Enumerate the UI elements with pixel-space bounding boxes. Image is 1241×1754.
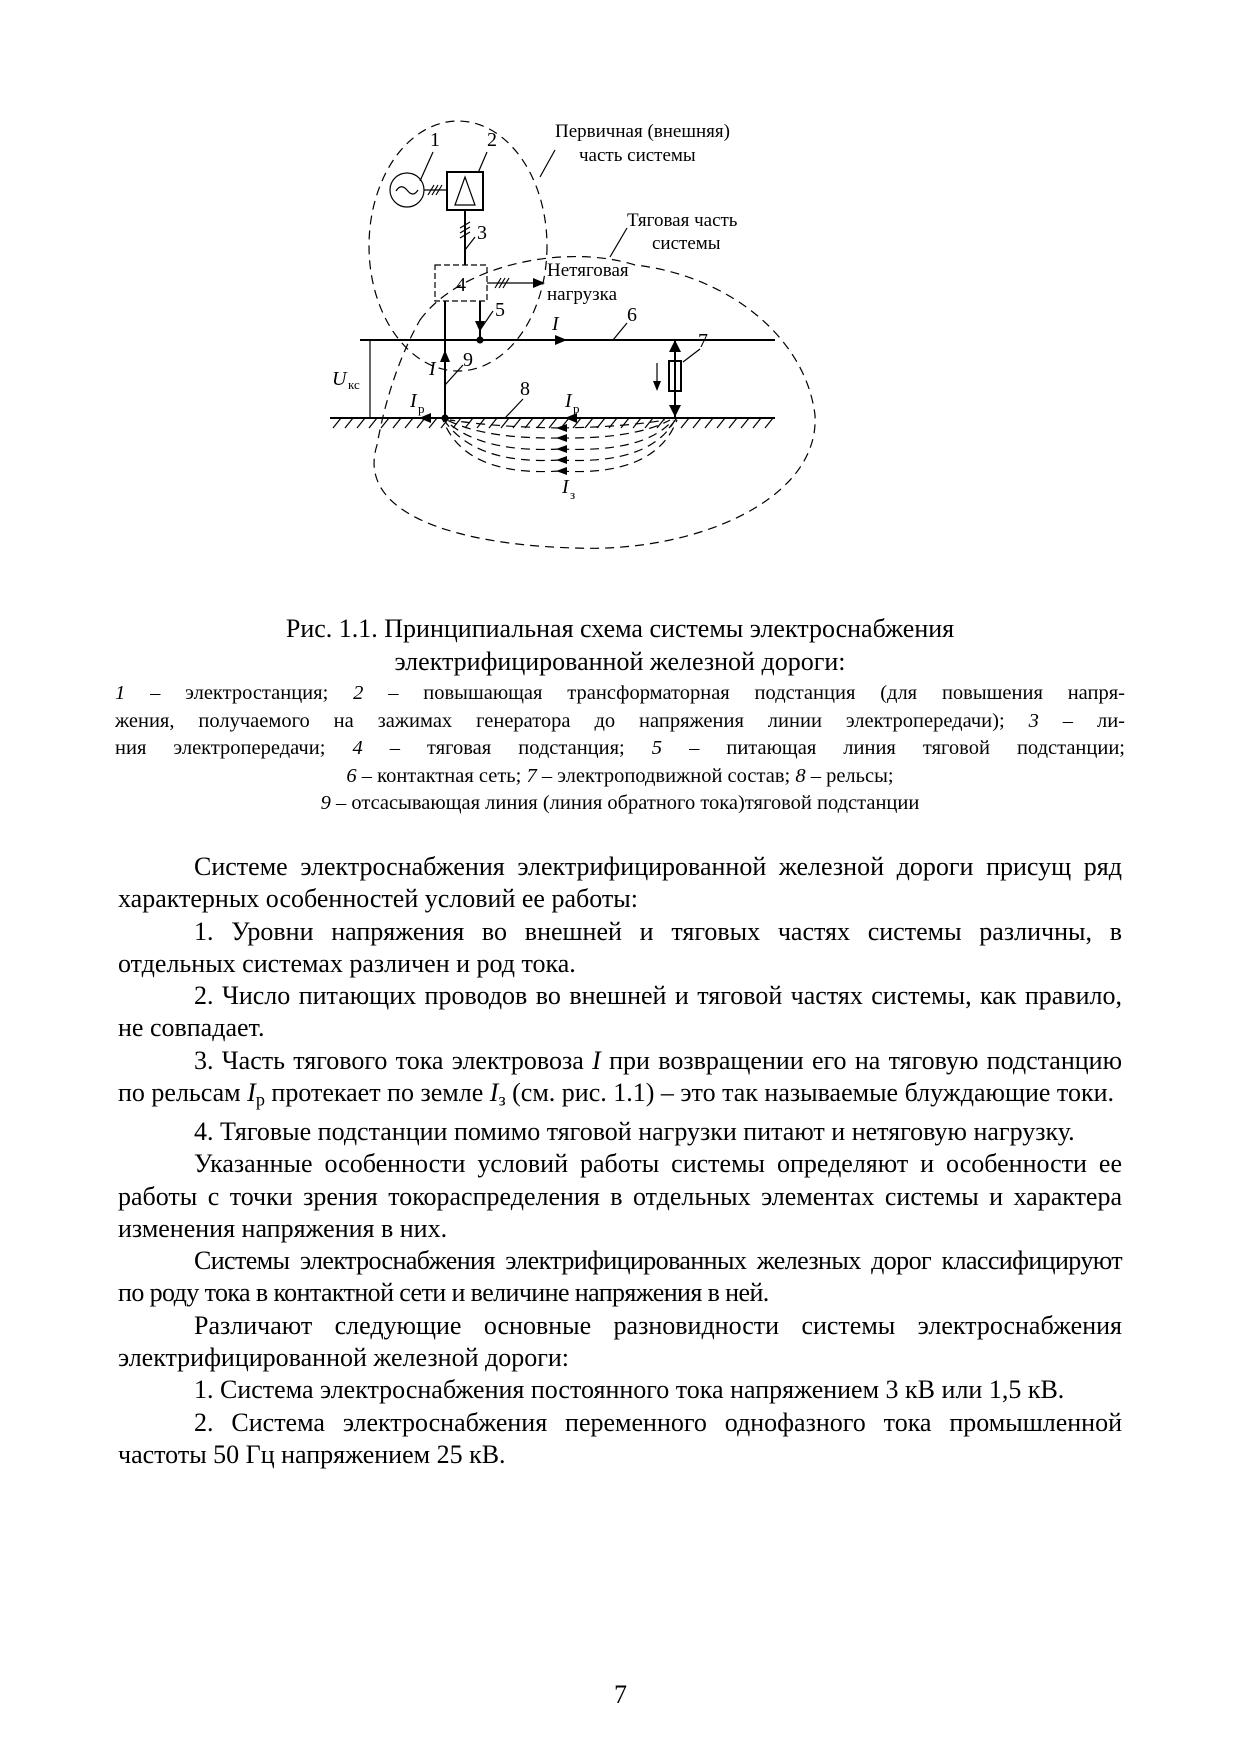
current-I-return-label: I bbox=[429, 358, 436, 380]
paragraph-7: Системы электроснабжения электрифицированных железных дорог классифицируют по роду тока в контактной сети и величине напряжения в ней. bbox=[118, 1246, 1122, 1308]
voltage-U-label: U bbox=[332, 368, 347, 390]
legend-num-6: 6 bbox=[346, 764, 357, 787]
paragraph-4-part-d: (см. рис. 1.1) – это так называемые блуждающие токи. bbox=[505, 1078, 1114, 1108]
voltage-U-sub: кс bbox=[348, 377, 360, 392]
ground-current-sub: з bbox=[570, 487, 576, 502]
rail-current-right-label: I bbox=[565, 390, 572, 412]
label-8: 8 bbox=[520, 378, 530, 400]
paragraph-4-part-c: протекает по земле bbox=[264, 1078, 490, 1108]
legend-num-2: 2 bbox=[353, 682, 364, 704]
label-4: 4 bbox=[456, 274, 466, 296]
legend-text-3: – ли- bbox=[1038, 709, 1126, 732]
paragraph-4-Iz: I bbox=[489, 1078, 499, 1108]
label-9: 9 bbox=[463, 349, 473, 371]
paragraph-8: Различают следующие основные разновидности системы электроснабжения электрифицированной железной дороги: bbox=[118, 1310, 1122, 1372]
power-supply-diagram bbox=[332, 115, 885, 560]
legend-num-4: 4 bbox=[352, 737, 363, 759]
legend-num-7: 7 bbox=[526, 764, 537, 787]
label-7: 7 bbox=[698, 330, 708, 352]
primary-part-boundary bbox=[369, 121, 547, 371]
generator-icon bbox=[390, 173, 424, 207]
paragraph-4-I: I bbox=[592, 1045, 601, 1075]
rail-current-left-label: I bbox=[410, 390, 417, 412]
legend-text-2b: жения, получаемого на зажимах генератора до напряжения линии электропередачи); bbox=[115, 709, 1029, 732]
nontraction-load-label-2: нагрузка bbox=[547, 284, 618, 305]
label-3: 3 bbox=[477, 222, 487, 244]
nontraction-load-label-1: Нетяговая bbox=[547, 260, 629, 281]
legend-line-2 bbox=[115, 708, 1125, 736]
label-6: 6 bbox=[627, 304, 637, 326]
legend-line-5 bbox=[115, 790, 1125, 818]
legend-num-8: 8 bbox=[795, 764, 806, 787]
legend-num-9: 9 bbox=[320, 792, 331, 814]
transmission-ticks-icon bbox=[460, 222, 470, 238]
legend-num-5: 5 bbox=[651, 737, 663, 759]
page-number: 7 bbox=[614, 1680, 627, 1709]
legend-text-2: – повышающая трансформаторная подстанция (для повышения напря- bbox=[363, 682, 1125, 704]
paragraph-4-part-b: при возвращении его на тяговую подстанцию по рельсам bbox=[118, 1045, 1123, 1108]
label-5: 5 bbox=[495, 299, 505, 321]
legend-num-3: 3 bbox=[1028, 709, 1039, 732]
caption-title-line-1: Рис. 1.1. Принципиальная схема системы электроснабжения bbox=[285, 614, 955, 643]
paragraph-2: 1. Уровни напряжения во внешней и тяговых частях системы различны, в отдельных системах различен и род тока. bbox=[118, 916, 1122, 978]
figure-legend bbox=[115, 680, 1125, 818]
paragraph-3: 2. Число питающих проводов во внешней и тяговой частях системы, как правило, не совпадает. bbox=[118, 981, 1122, 1043]
paragraph-4-Ir: I bbox=[247, 1078, 256, 1108]
ground-hatching bbox=[333, 418, 773, 428]
legend-text-7: – электроподвижной состав; bbox=[536, 764, 796, 787]
step-up-substation-icon bbox=[447, 172, 483, 210]
paragraph-4-Ir-sub: р bbox=[255, 1089, 265, 1110]
paragraph-4-part-a: 3. Часть тягового тока электровоза bbox=[194, 1045, 593, 1075]
rail-current-right-sub: р bbox=[573, 401, 580, 416]
legend-text-3b: ния электропередачи; bbox=[115, 737, 353, 759]
paragraph-4 bbox=[118, 1045, 1122, 1116]
paragraph-4-Iz-sub: з bbox=[498, 1089, 506, 1110]
label-1: 1 bbox=[430, 129, 440, 151]
traction-part-label-1: Тяговая часть bbox=[627, 210, 738, 231]
electric-rolling-stock-icon bbox=[653, 340, 700, 417]
current-I-label: I bbox=[552, 313, 559, 335]
legend-text-9: – отсасывающая линия (линия обратного тока)тяговой подстанции bbox=[330, 792, 920, 814]
paragraph-5: 4. Тяговые подстанции помимо тяговой нагрузки питают и нетяговую нагрузку. bbox=[194, 1116, 1075, 1146]
paragraph-6: Указанные особенности условий работы системы определяют и особенности ее работы с точки зрения токораспределения в отдельных элементах системы и характера изменения напряжения в них. bbox=[118, 1149, 1122, 1243]
primary-part-label-2: часть системы bbox=[579, 145, 696, 166]
rail-current-left-sub: р bbox=[418, 401, 425, 416]
paragraph-9: 1. Система электроснабжения постоянного тока напряжением 3 кВ или 1,5 кВ. bbox=[194, 1375, 1065, 1405]
legend-text-8: – рельсы; bbox=[805, 764, 894, 787]
label-2: 2 bbox=[487, 129, 497, 151]
paragraph-10: 2. Система электроснабжения переменного однофазного тока промышленной частоты 50 Гц напряжением 25 кВ. bbox=[118, 1407, 1122, 1469]
ground-current-label: I bbox=[562, 476, 569, 498]
legend-text-4: – тяговая подстанция; bbox=[362, 737, 652, 759]
legend-line-3 bbox=[115, 735, 1125, 763]
primary-part-label-1: Первичная (внешняя) bbox=[555, 121, 730, 142]
body-text bbox=[118, 851, 1122, 1471]
legend-num-1: 1 bbox=[115, 682, 126, 704]
stray-currents bbox=[443, 420, 677, 475]
figure-caption-title bbox=[115, 612, 1125, 678]
paragraph-1: Системе электроснабжения электрифицированной железной дороги присущ ряд характерных особенностей условий ее работы: bbox=[118, 852, 1122, 914]
caption-title-line-2: электрифицированной железной дороги: bbox=[394, 647, 846, 676]
legend-line-1 bbox=[115, 680, 1125, 708]
traction-part-label-2: системы bbox=[652, 233, 721, 254]
legend-text-1: – электростанция; bbox=[125, 682, 354, 704]
legend-line-4 bbox=[115, 763, 1125, 791]
legend-text-5: – питающая линия тяговой подстанции; bbox=[662, 737, 1125, 759]
legend-text-6: – контактная сеть; bbox=[356, 764, 527, 787]
